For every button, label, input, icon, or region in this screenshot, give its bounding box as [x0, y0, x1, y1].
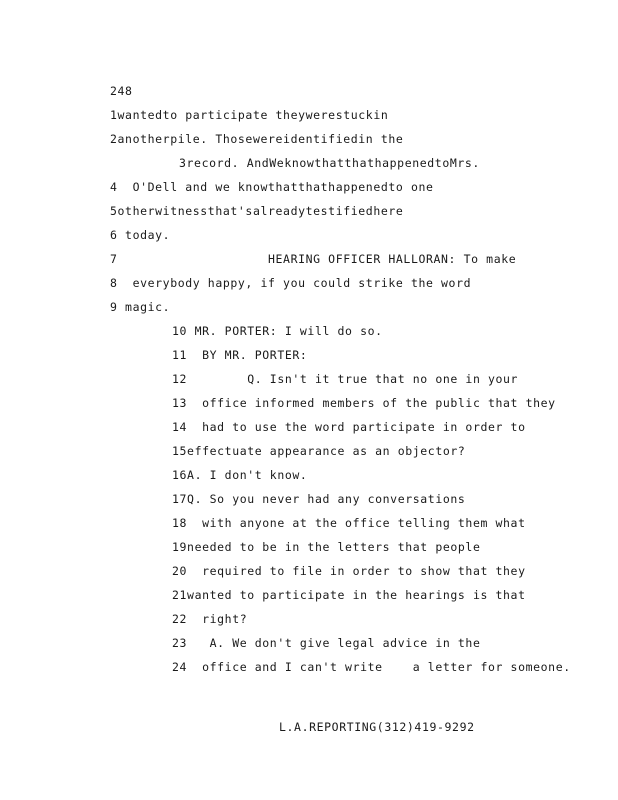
transcript-line-1: 1wantedto participate theywerestuckin: [110, 108, 389, 122]
page-number: 248: [110, 84, 133, 98]
transcript-line-19: 19needed to be in the letters that people: [172, 540, 481, 554]
transcript-line-24: 24 office and I can't write a letter for someone.: [172, 660, 571, 674]
transcript-line-10: 10 MR. PORTER: I will do so.: [172, 324, 383, 338]
transcript-line-4: 4 O'Dell and we knowthatthathappenedto one: [110, 180, 434, 194]
transcript-line-5: 5otherwitnessthat'salreadytestifiedhere: [110, 204, 404, 218]
transcript-line-2: 2anotherpile. Thosewereidentifiedin the: [110, 132, 404, 146]
transcript-line-17: 17Q. So you never had any conversations: [172, 492, 466, 506]
transcript-line-3: 3record. AndWeknowthatthathappenedtoMrs.: [179, 156, 480, 170]
transcript-line-23: 23 A. We don't give legal advice in the: [172, 636, 481, 650]
transcript-line-22: 22 right?: [172, 612, 248, 626]
reporter-footer: L.A.REPORTING(312)419-9292: [279, 720, 475, 734]
transcript-line-11: 11 BY MR. PORTER:: [172, 348, 308, 362]
transcript-line-12: 12 Q. Isn't it true that no one in your: [172, 372, 519, 386]
transcript-line-18: 18 with anyone at the office telling them what: [172, 516, 526, 530]
transcript-line-13: 13 office informed members of the public that they: [172, 396, 556, 410]
transcript-line-16: 16A. I don't know.: [172, 468, 308, 482]
transcript-line-8: 8 everybody happy, if you could strike the word: [110, 276, 472, 290]
transcript-line-9: 9 magic.: [110, 300, 171, 314]
transcript-line-7: 7 HEARING OFFICER HALLORAN: To make: [110, 252, 517, 266]
transcript-line-14: 14 had to use the word participate in order to: [172, 420, 526, 434]
transcript-line-15: 15effectuate appearance as an objector?: [172, 444, 466, 458]
transcript-line-21: 21wanted to participate in the hearings is that: [172, 588, 526, 602]
transcript-line-6: 6 today.: [110, 228, 171, 242]
transcript-line-20: 20 required to file in order to show that they: [172, 564, 526, 578]
